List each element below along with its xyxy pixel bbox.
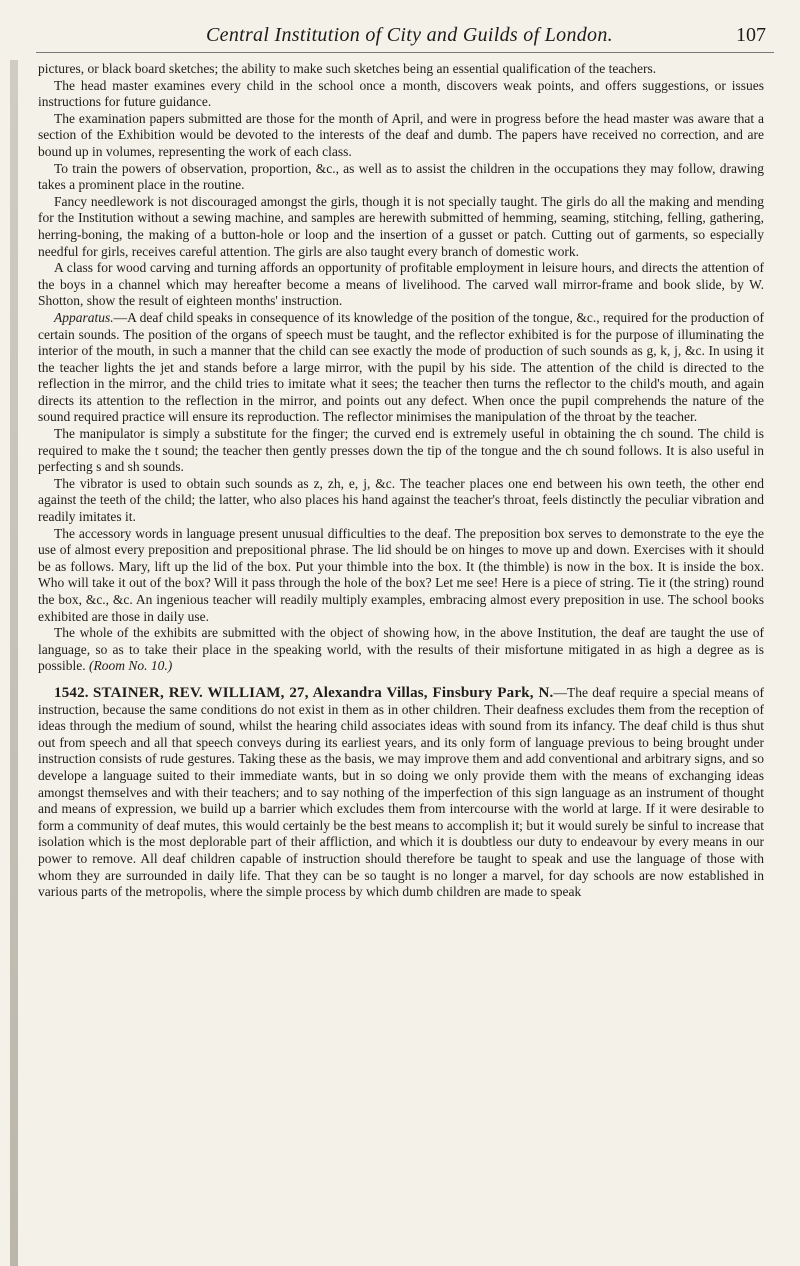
entry-number: 1542. xyxy=(54,684,89,701)
running-title: Central Institution of City and Guilds of London. xyxy=(206,24,613,46)
body-text xyxy=(38,61,764,1261)
whole-text: The whole of the exhibits are submitted with the object of showing how, in the above Institution, the deaf are taught the use of language, so as to take their place in the speaking world, with the results of their misfortune mitigated in as high a degree as is possible. xyxy=(38,625,764,674)
entry-text: —The deaf require a special means of instruction, because the same conditions do not exist in them as in other children. Their deafness excludes them from the reception of ideas through the medium of sound, whilst the hearing child associates ideas with sound from its infancy. The deaf child is thus shut out from speech and all that speech conveys during its earliest years, and its only form of language previous to being brought under instruction consists of rude gestures. Taking these as the basis, we may improve them and add conventional and arbitrary signs, and so develope a language suited to their immediate wants, but in so doing we only provide them with the means of exchanging ideas amongst themselves and with their teachers; and to say nothing of the imperfection of this sign language as an instrument of thought and means of expression, we build up a barrier which excludes them from intercourse with the world at large. If it were desirable to form a community of deaf mutes, this would certainly be the best means to accomplish it; but it would surely be sinful to increase that isolation which is the most deplorable part of their affliction, and which it is doubtless our duty to endeavour by every means in our power to remove. All deaf children capable of instruction should therefore be taught to speak and use the language of those with whom they are surrounded in daily life. That they can be so taught is no longer a marvel, for day schools are now established in various parts of the metropolis, where the simple process by which dumb children are made to speak xyxy=(38,684,764,900)
paragraph: The examination papers submitted are those for the month of April, and were in progress before the head master was aware that a section of the Exhibition would be devoted to the interests of the deaf and dumb. The papers have received no correction, and are bound up in volumes, representing the work of each class. xyxy=(38,110,764,159)
vibrator-paragraph: The vibrator is used to obtain such sounds as z, zh, e, j, &c. The teacher places one end between his own teeth, the other end against the teeth of the child; the latter, who also places his hand against the teacher's throat, feels distinctly the peculiar vibration and readily imitates it. xyxy=(38,475,764,525)
paragraph: To train the powers of observation, proportion, &c., as well as to assist the children in the occupations they may follow, drawing takes a prominent place in the routine. xyxy=(38,160,764,193)
paragraph: The head master examines every child in the school once a month, discovers weak points, and offers suggestions, or issues instructions for future guidance. xyxy=(38,77,764,110)
paragraph: pictures, or black board sketches; the ability to make such sketches being an essential qualification of the teachers. xyxy=(38,61,657,76)
binding-shadow xyxy=(10,60,18,1266)
page-number: 107 xyxy=(736,24,766,46)
room-reference: (Room No. 10.) xyxy=(89,658,173,674)
apparatus-text: —A deaf child speaks in consequence of its knowledge of the position of the tongue, &c., required for the production of certain sounds. The position of the organs of speech must be taught, and the reflector exhibited is for the purpose of illuminating the interior of the mouth, in such a manner that the child can see exactly the mode of production of such sounds as g, k, j, &c. In using it the teacher lights the jet and stands before a large mirror, with the pupil by his side. The attention of the child is directed to the reflection in the mirror, and the child tries to imitate what it sees; the teacher then turns the reflector to the child's mouth, and again directs its attention to the reflection in the mirror, and points out any defect. When once the pupil comprehends the nature of the sound required practice will ensure its reproduction. The reflector minimises the manipulation of the throat by the teacher. xyxy=(38,309,764,425)
header-rule xyxy=(36,52,774,53)
paragraph: Fancy needlework is not discouraged amongst the girls, though it is not specially taught. The girls do all the making and mending for the Institution without a sewing machine, and samples are herewith submitted of hemming, seaming, stitching, felling, gathering, herring-boning, the making of a button-hole or loop and the insertion of a gusset or patch. Cutting out of garments, so especially needful for girls, receives careful attention. The girls are also taught every branch of domestic work. xyxy=(38,193,764,259)
apparatus-paragraph xyxy=(38,310,764,426)
paragraph: A class for wood carving and turning affords an opportunity of profitable employment in leisure hours, and directs the attention of the boys in a channel which may hereafter become a means of livelihood. The carved wall mirror-frame and book slide, by W. Shotton, show the result of eighteen months' instruction. xyxy=(38,260,764,309)
entry-heading: STAINER, REV. WILLIAM, 27, Alexandra Villas, Finsbury Park, N. xyxy=(92,684,554,701)
manipulator-paragraph: The manipulator is simply a substitute for the finger; the curved end is extremely useful in obtaining the ch sound. The child is required to make the t sound; the teacher then gently presses down the tip of the tongue and the ch sound follows. It is also useful in perfecting s and sh sounds. xyxy=(38,426,764,475)
accessory-paragraph: The accessory words in language present unusual difficulties to the deaf. The preposition box serves to demonstrate to the eye the use of almost every preposition and prepositional phrase. The lid should be on hinges to move up and down. Exercises with it should be as follows. Mary, lift up the lid of the box. Put your thimble into the box. It (the thimble) is now in the box. It is inside the box. Who will take it out of the box? Will it pass through the hole of the box? Let me see! Here is a piece of string. Tie it (the string) round the box, &c., &c. An ingenious teacher will readily multiply examples, embracing almost every preposition in use. The school books exhibited are those in daily use. xyxy=(38,525,764,624)
whole-paragraph xyxy=(38,625,764,675)
apparatus-label: Apparatus. xyxy=(54,309,114,325)
page-header xyxy=(190,24,770,54)
catalogue-entry xyxy=(38,685,764,901)
